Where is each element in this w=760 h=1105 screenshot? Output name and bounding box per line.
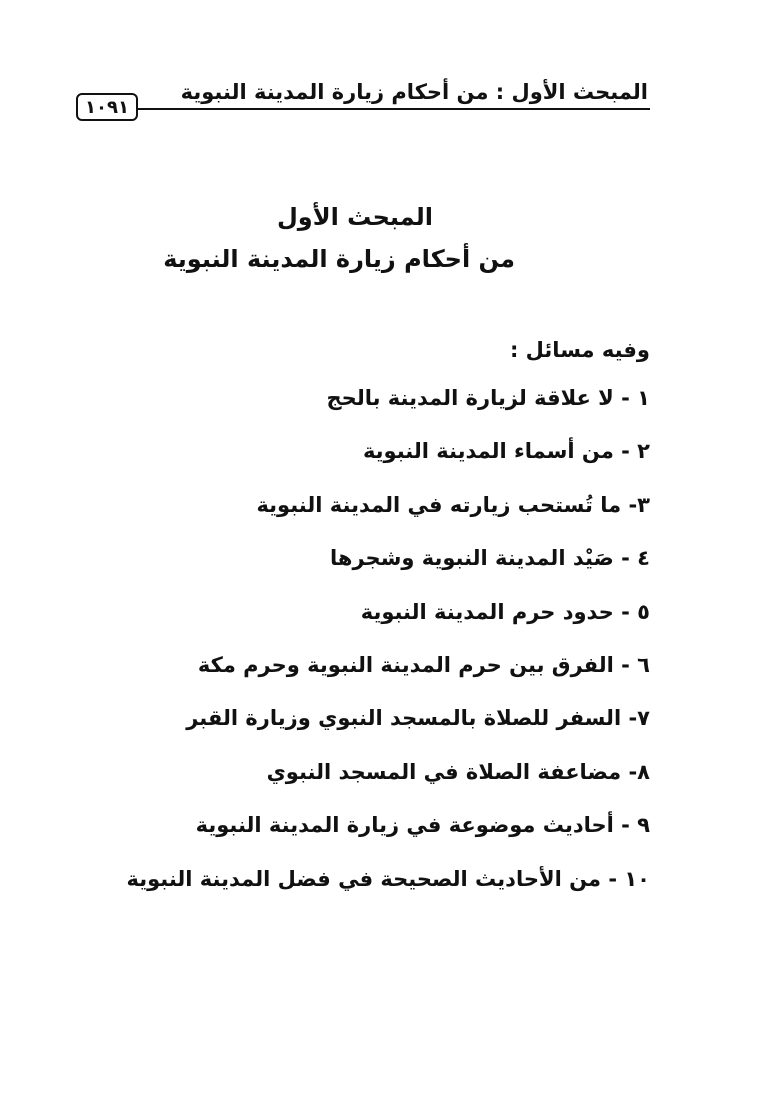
issue-item: ٧- السفر للصلاة بالمسجد النبوي وزيارة القبر xyxy=(186,706,650,731)
header-rule xyxy=(138,108,650,110)
issue-item: ٨- مضاعفة الصلاة في المسجد النبوي xyxy=(266,759,650,784)
issue-item: ٦ - الفرق بين حرم المدينة النبوية وحرم مكة xyxy=(197,652,650,677)
chapter-title xyxy=(163,196,515,280)
issue-item: ١ - لا علاقة لزيارة المدينة بالحج xyxy=(326,386,650,410)
chapter-title-line-1: المبحث الأول xyxy=(276,203,434,231)
issue-item: ٢ - من أسماء المدينة النبوية xyxy=(362,439,650,464)
issues-intro: وفيه مسائل : xyxy=(509,338,650,362)
chapter-title-line-2: من أحكام زيارة المدينة النبوية xyxy=(163,245,515,273)
issue-item: ٥ - حدود حرم المدينة النبوية xyxy=(360,599,650,624)
issue-item: ١٠ - من الأحاديث الصحيحة في فضل المدينة النبوية xyxy=(126,866,650,891)
issue-item: ٤ - صَيْد المدينة النبوية وشجرها xyxy=(330,546,650,571)
issues-list xyxy=(126,380,650,914)
page-number: ١٠٩١ xyxy=(76,93,138,121)
running-header-title: المبحث الأول : من أحكام زيارة المدينة النبوية xyxy=(180,80,648,104)
issue-item: ٣- ما تُستحب زيارته في المدينة النبوية xyxy=(256,492,650,517)
issue-item: ٩ - أحاديث موضوعة في زيارة المدينة النبوية xyxy=(195,813,650,838)
